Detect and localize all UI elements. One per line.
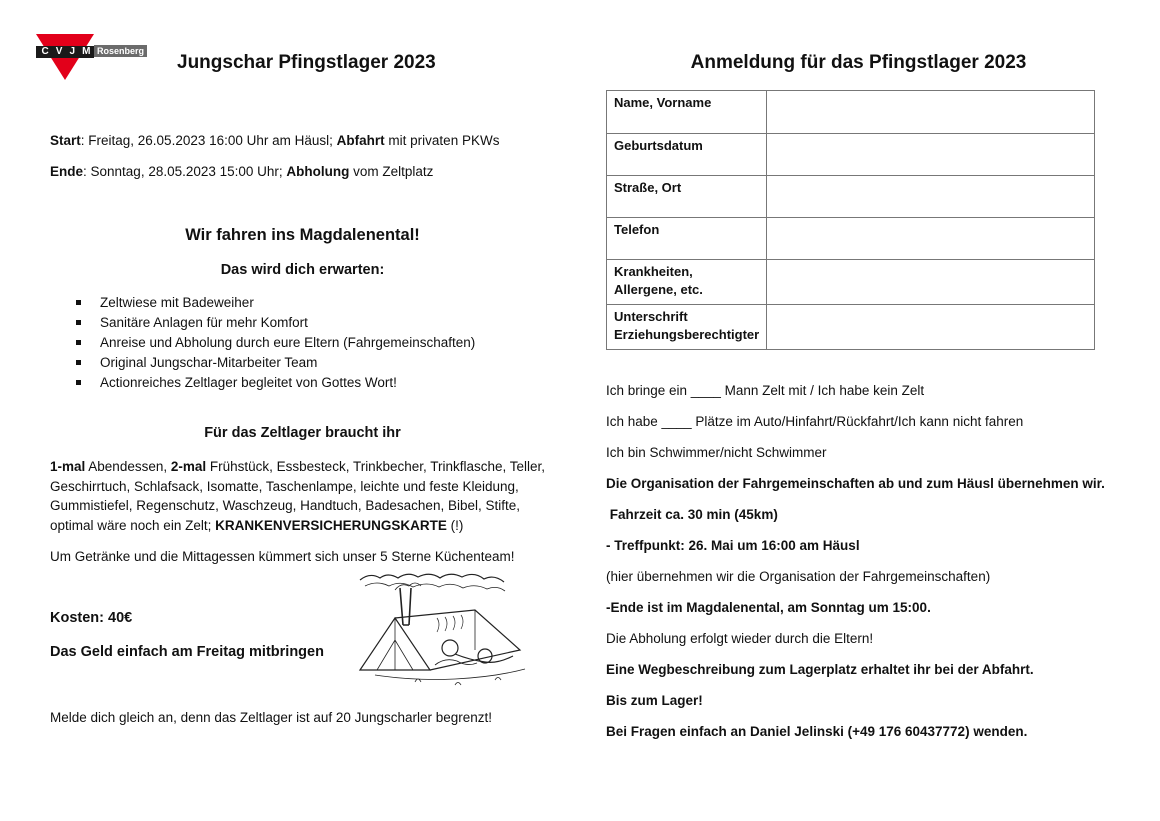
phone-field[interactable] xyxy=(767,218,1095,260)
illness-field[interactable] xyxy=(767,260,1095,305)
route-line: Eine Wegbeschreibung zum Lagerplatz erhaltet ihr bei der Abfahrt. xyxy=(606,662,1034,677)
organisation-line: Die Organisation der Fahrgemeinschaften ab und zum Häusl übernehmen wir. xyxy=(606,476,1105,491)
form-row xyxy=(607,305,1095,350)
form-label-text: Allergene, etc. xyxy=(614,282,703,297)
form-label-text: Telefon xyxy=(614,222,660,237)
end-label: Ende xyxy=(50,164,84,179)
start-departure: Abfahrt xyxy=(336,133,385,148)
organisation-note: (hier übernehmen wir die Organisation der Fahrgemeinschaften) xyxy=(606,569,991,584)
insurance-card: KRANKENVERSICHERUNGSKARTE xyxy=(215,517,447,533)
form-label xyxy=(607,260,767,305)
form-label-text: Geburtsdatum xyxy=(614,138,703,153)
end-text: : Sonntag, 28.05.2023 15:00 Uhr; xyxy=(83,164,287,179)
form-row xyxy=(607,260,1095,305)
list-item: Zeltwiese mit Badeweiher xyxy=(50,293,475,313)
name-field[interactable] xyxy=(767,91,1095,134)
left-title: Jungschar Pfingstlager 2023 xyxy=(177,52,436,73)
subheadline: Das wird dich erwarten: xyxy=(220,262,385,278)
start-text-2: mit privaten PKWs xyxy=(384,133,500,148)
needs-once: 1-mal xyxy=(50,459,86,474)
farewell-line: Bis zum Lager! xyxy=(606,693,703,708)
pickup-line: Die Abholung erfolgt wieder durch die Eltern! xyxy=(606,631,874,646)
needs-twice: 2-mal xyxy=(170,459,207,474)
needs-text: (!) xyxy=(446,517,464,533)
end-pickup: Abholung xyxy=(286,164,350,179)
form-label xyxy=(607,91,767,134)
needs-heading: Für das Zeltlager braucht ihr xyxy=(204,425,401,441)
form-row xyxy=(607,134,1095,176)
list-item: Sanitäre Anlagen für mehr Komfort xyxy=(50,313,475,333)
form-label-text: Name, Vorname xyxy=(614,95,712,110)
registration-form-table xyxy=(606,90,1095,350)
needs-text: Abendessen, xyxy=(85,459,171,474)
birthdate-field[interactable] xyxy=(767,134,1095,176)
logo-badge: Rosenberg xyxy=(94,45,147,57)
expect-list xyxy=(50,293,475,393)
logo-letter: V xyxy=(55,46,63,57)
form-label xyxy=(607,176,767,218)
form-row xyxy=(607,91,1095,134)
right-title: Anmeldung für das Pfingstlager 2023 xyxy=(690,52,1027,73)
address-field[interactable] xyxy=(767,176,1095,218)
tent-line: Ich bringe ein ____ Mann Zelt mit / Ich habe kein Zelt xyxy=(606,383,925,398)
logo-letters xyxy=(38,46,94,58)
needs-text: Geschirrtuch, Schlafsack, Isomatte, Taschenlampe, leichte und feste Kleidung, xyxy=(50,478,519,494)
form-label xyxy=(607,218,767,260)
form-row xyxy=(607,218,1095,260)
cvjm-triangle-icon xyxy=(34,33,154,83)
needs-text: Frühstück, Essbesteck, Trinkbecher, Trinkflasche, Teller, xyxy=(206,459,546,474)
drinks-note: Um Getränke und die Mittagessen kümmert sich unser 5 Sterne Küchenteam! xyxy=(50,549,515,564)
form-label-text: Straße, Ort xyxy=(614,180,682,195)
end-info-line: -Ende ist im Magdalenental, am Sonntag um 15:00. xyxy=(606,600,931,615)
form-row xyxy=(607,176,1095,218)
drive-time-line: Fahrzeit ca. 30 min (45km) xyxy=(606,507,778,522)
headline: Wir fahren ins Magdalenental! xyxy=(185,226,420,244)
form-label-text: Unterschrift xyxy=(614,309,688,324)
cvjm-logo xyxy=(34,33,154,83)
needs-text: optimal wäre noch ein Zelt; xyxy=(50,517,216,533)
end-text-2: vom Zeltplatz xyxy=(349,164,434,179)
meeting-point-line: - Treffpunkt: 26. Mai um 16:00 am Häusl xyxy=(606,538,860,553)
logo-letter: M xyxy=(82,46,91,57)
contact-line: Bei Fragen einfach an Daniel Jelinski (+49 176 60437772) wenden. xyxy=(606,724,1028,739)
start-label: Start xyxy=(50,133,81,148)
camp-tent-illustration xyxy=(355,570,530,695)
signature-field[interactable] xyxy=(767,305,1095,350)
needs-paragraph xyxy=(50,457,545,535)
start-text: : Freitag, 26.05.2023 16:00 Uhr am Häusl; xyxy=(80,133,337,148)
cost: Kosten: 40€ xyxy=(50,610,133,626)
end-line xyxy=(50,162,433,181)
signup-note: Melde dich gleich an, denn das Zeltlager ist auf 20 Jungscharler begrenzt! xyxy=(50,710,493,725)
money-note: Das Geld einfach am Freitag mitbringen xyxy=(50,644,324,660)
form-label xyxy=(607,134,767,176)
seats-line: Ich habe ____ Plätze im Auto/Hinfahrt/Rückfahrt/Ich kann nicht fahren xyxy=(606,414,1024,429)
needs-text: Gummistiefel, Regenschutz, Waschzeug, Handtuch, Badesachen, Bibel, Stifte, xyxy=(50,498,520,513)
form-label xyxy=(607,305,767,350)
list-item: Anreise und Abholung durch eure Eltern (Fahrgemeinschaften) xyxy=(50,333,475,353)
swimmer-line: Ich bin Schwimmer/nicht Schwimmer xyxy=(606,445,827,460)
form-label-text: Krankheiten, xyxy=(614,264,693,279)
logo-letter: C xyxy=(41,46,49,57)
start-line xyxy=(50,131,499,150)
form-label-text: Erziehungsberechtigter xyxy=(614,327,760,342)
logo-letter: J xyxy=(69,46,76,57)
list-item: Actionreiches Zeltlager begleitet von Gottes Wort! xyxy=(50,373,475,393)
list-item: Original Jungschar-Mitarbeiter Team xyxy=(50,353,475,373)
